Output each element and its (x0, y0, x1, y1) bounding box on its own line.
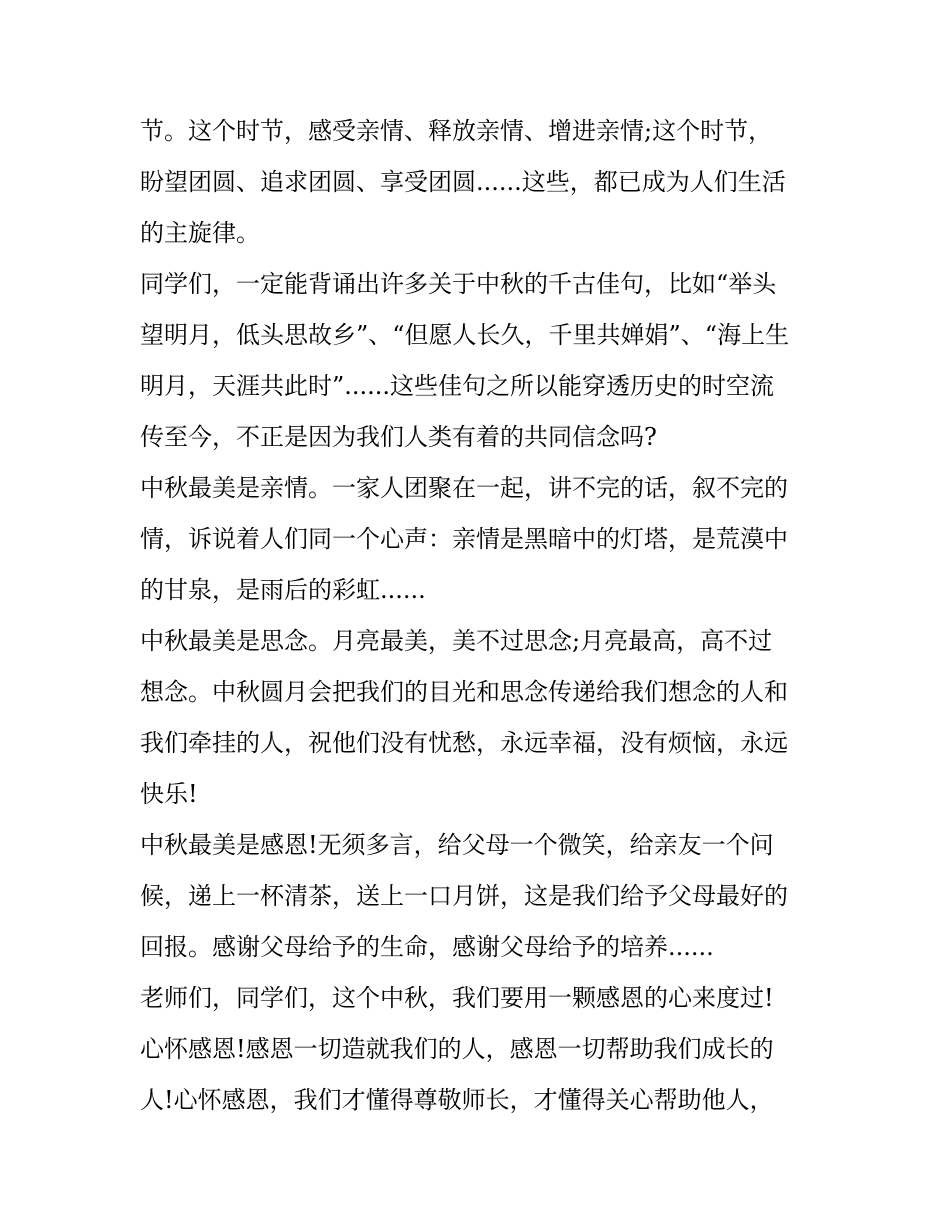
text-line: 人!心怀感恩，我们才懂得尊敬师长，才懂得关心帮助他人， (140, 1086, 774, 1114)
text-line: 同学们，一定能背诵出许多关于中秋的千古佳句，比如“举头 (140, 270, 777, 298)
text-line: 明月，天涯共此时”......这些佳句之所以能穿透历史的时空流 (140, 372, 775, 400)
text-line: 心怀感恩!感恩一切造就我们的人，感恩一切帮助我们成长的 (140, 1035, 774, 1063)
text-line: 我们牵挂的人，祝他们没有忧愁，永远幸福，没有烦恼，永远 (140, 729, 788, 757)
text-line: 老师们，同学们，这个中秋，我们要用一颗感恩的心来度过! (140, 984, 774, 1012)
text-line: 节。这个时节，感受亲情、释放亲情、增进亲情;这个时节， (140, 117, 773, 145)
text-line: 想念。中秋圆月会把我们的目光和思念传递给我们想念的人和 (140, 678, 788, 706)
text-line: 情，诉说着人们同一个心声：亲情是黑暗中的灯塔，是荒漠中 (140, 525, 788, 553)
text-line: 的主旋律。 (140, 219, 260, 247)
text-line: 传至今，不正是因为我们人类有着的共同信念吗? (140, 423, 657, 451)
text-line: 中秋最美是亲情。一家人团聚在一起，讲不完的话，叙不完的 (140, 474, 788, 502)
text-line: 望明月，低头思故乡”、“但愿人长久，千里共婵娟”、“海上生 (140, 321, 790, 349)
text-line: 候，递上一杯清茶，送上一口月饼，这是我们给予父母最好的 (140, 882, 788, 910)
text-line: 的甘泉，是雨后的彩虹...... (140, 576, 426, 604)
text-line: 回报。感谢父母给予的生命，感谢父母给予的培养...... (140, 933, 714, 961)
text-line: 中秋最美是思念。月亮最美，美不过思念;月亮最高，高不过 (140, 627, 773, 655)
text-line: 盼望团圆、追求团圆、享受团圆......这些，都已成为人们生活 (140, 168, 786, 196)
text-line: 快乐! (140, 780, 198, 808)
text-line: 中秋最美是感恩!无须多言，给父母一个微笑，给亲友一个问 (140, 831, 774, 859)
speech-text-body (140, 106, 840, 1126)
